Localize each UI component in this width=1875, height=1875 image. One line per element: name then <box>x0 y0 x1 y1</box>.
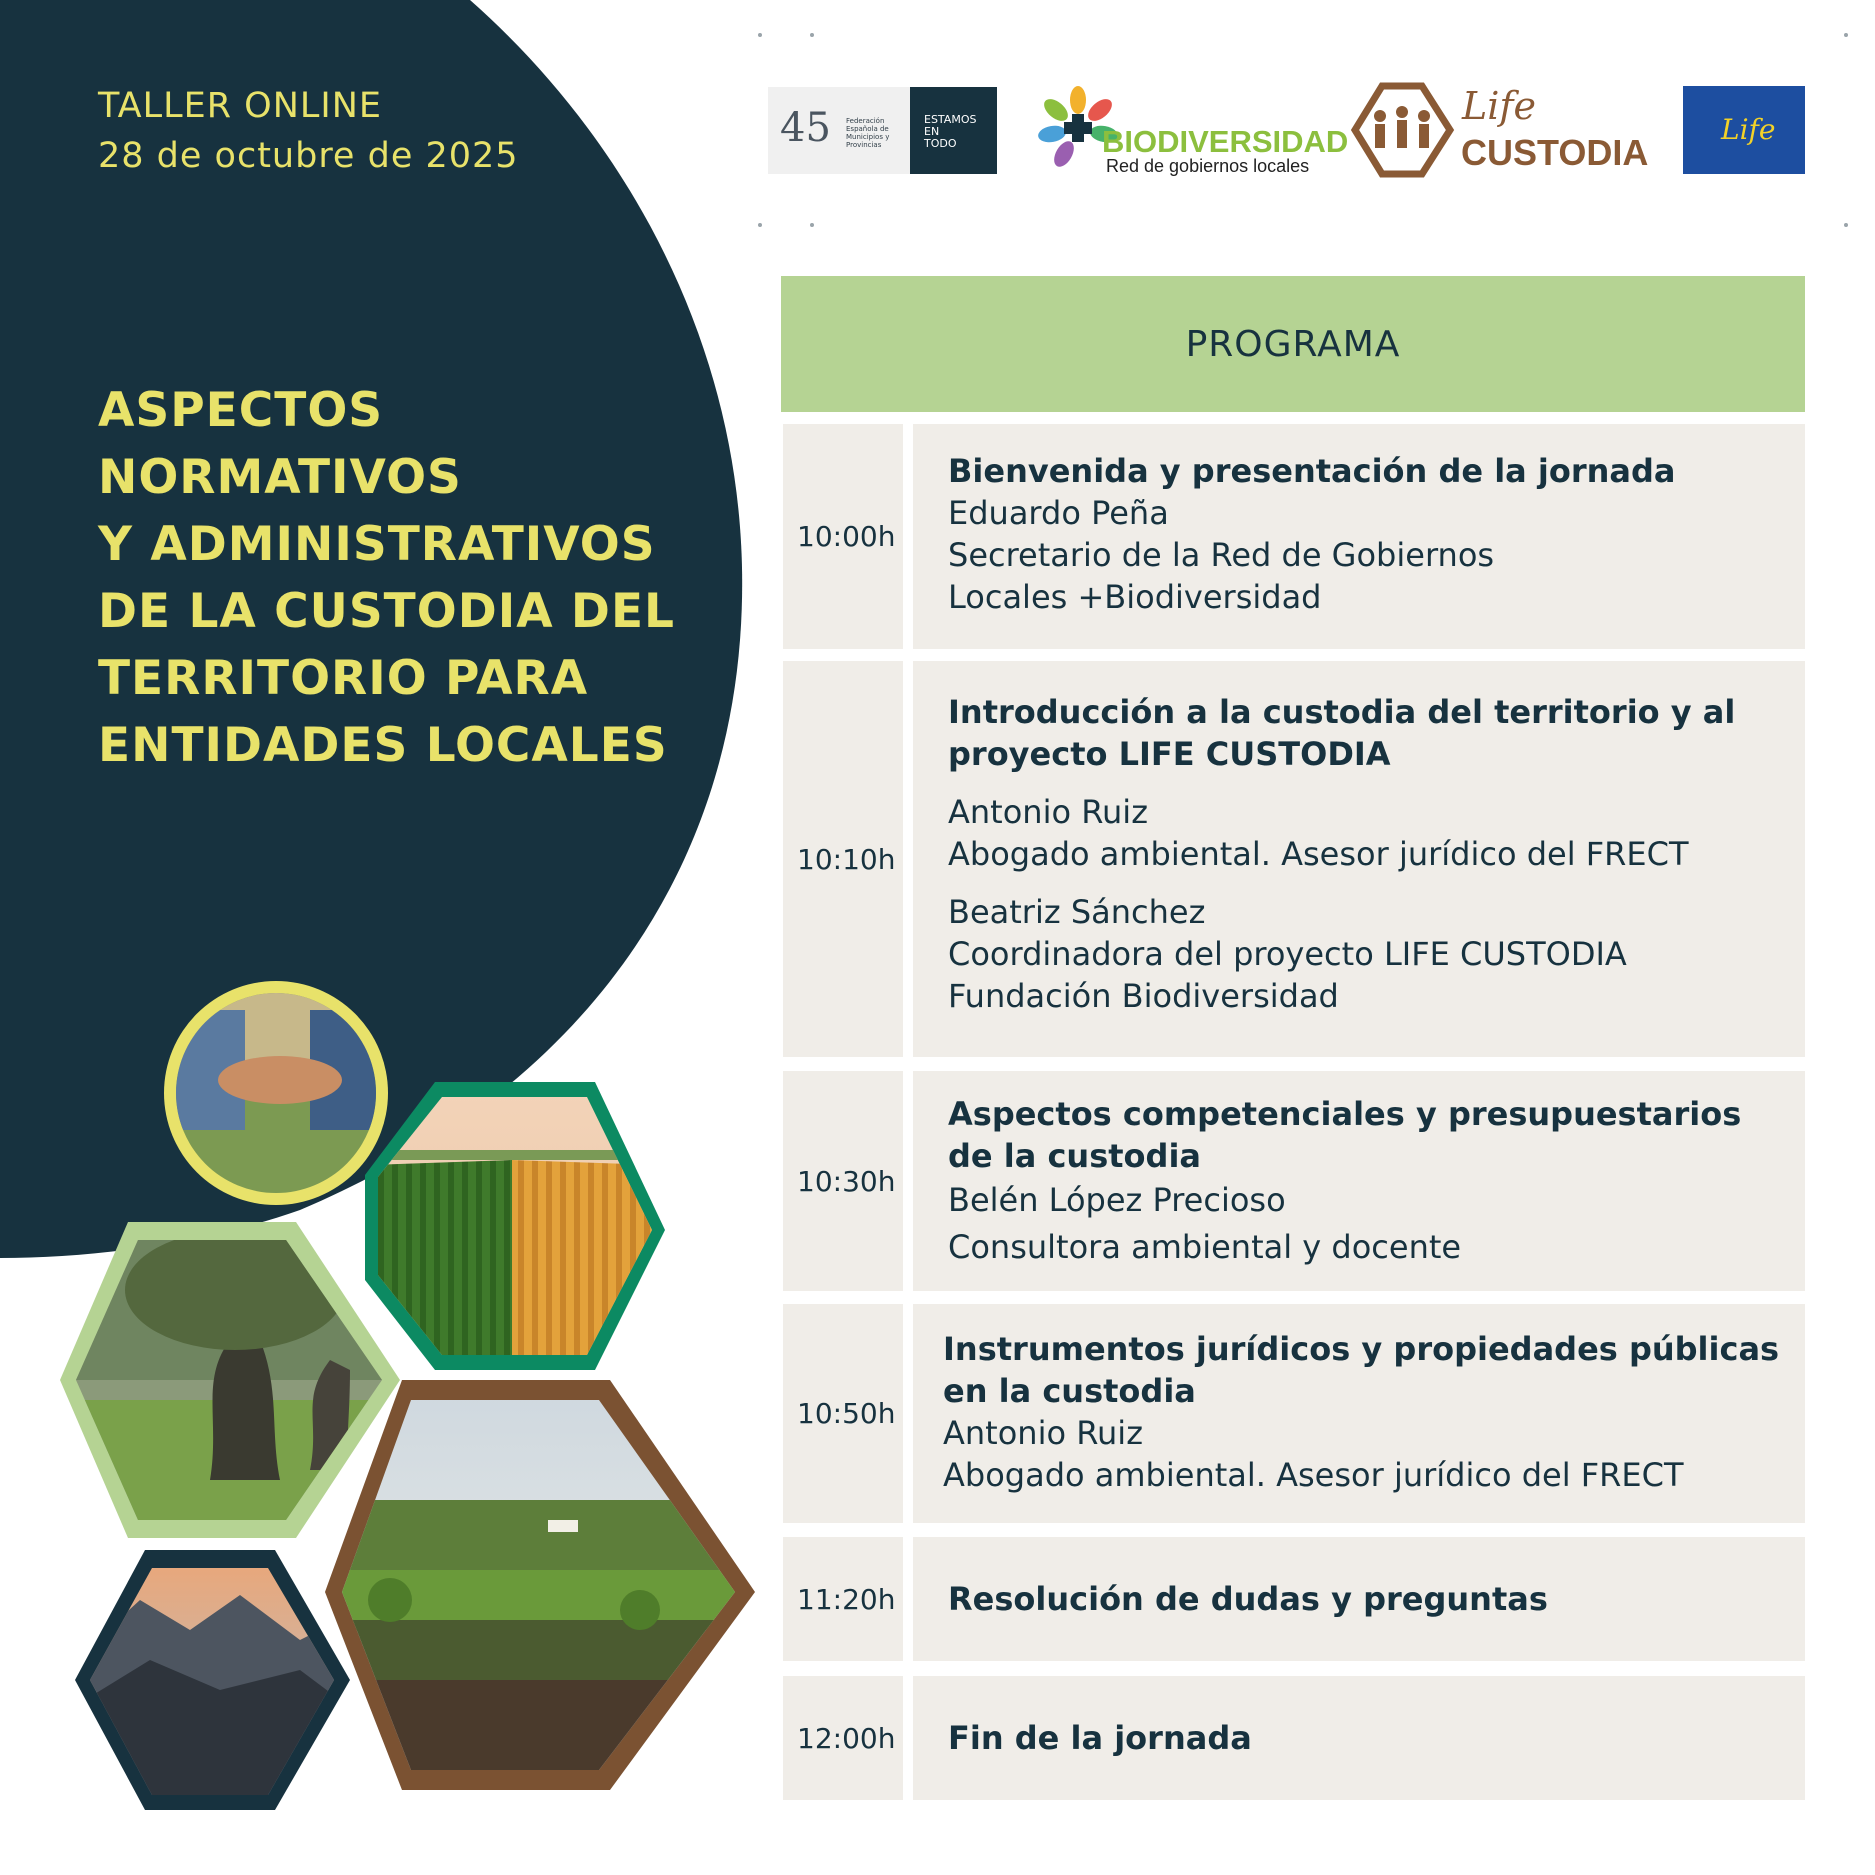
title-line: DE LA CUSTODIA DEL <box>98 584 675 639</box>
row-line: Belén López Precioso <box>948 1181 1286 1219</box>
title-line: TERRITORIO PARA <box>98 651 589 706</box>
biodiversidad-subtitle: Red de gobiernos locales <box>1106 156 1310 176</box>
row-time: 12:00h <box>783 1676 903 1800</box>
programa-header: PROGRAMA <box>781 276 1805 412</box>
row-time: 10:50h <box>783 1304 903 1523</box>
row-title: Introducción a la custodia del territorio y al <box>948 693 1736 731</box>
row-time: 10:10h <box>783 661 903 1057</box>
row-title: Resolución de dudas y preguntas <box>948 1580 1548 1618</box>
row-content <box>913 1676 1805 1800</box>
programa-row <box>781 661 1805 1057</box>
row-title: en la custodia <box>943 1372 1196 1410</box>
femp-slogan-line: ESTAMOS <box>924 113 977 126</box>
event-date: 28 de octubre de 2025 <box>98 136 519 176</box>
title-line: NORMATIVOS <box>98 450 462 505</box>
femp-name <box>846 117 906 149</box>
row-line: Antonio Ruiz <box>948 793 1148 831</box>
femp-slogan-line: TODO <box>924 137 957 150</box>
row-title: Instrumentos jurídicos y propiedades públicas <box>943 1330 1780 1368</box>
row-content <box>913 424 1805 649</box>
row-line: Eduardo Peña <box>948 494 1169 532</box>
femp-anniversary-number: 45 <box>780 105 831 151</box>
eu-life-word: Life <box>1721 113 1776 146</box>
femp-slogan-box <box>910 87 997 174</box>
programa-row <box>781 1537 1805 1661</box>
custodia-word: CUSTODIA <box>1461 132 1649 173</box>
row-title: Fin de la jornada <box>948 1719 1252 1757</box>
row-title: Aspectos competenciales y presupuestarios <box>948 1095 1742 1133</box>
row-line: Antonio Ruiz <box>943 1414 1143 1452</box>
row-line: Consultora ambiental y docente <box>948 1228 1462 1266</box>
row-line: Abogado ambiental. Asesor jurídico del FRECT <box>943 1456 1684 1494</box>
row-time: 11:20h <box>783 1537 903 1661</box>
event-type: TALLER ONLINE <box>98 86 383 126</box>
row-title: de la custodia <box>948 1137 1201 1175</box>
row-title: Bienvenida y presentación de la jornada <box>948 452 1676 490</box>
row-line: Locales +Biodiversidad <box>948 578 1322 616</box>
title-line: Y ADMINISTRATIVOS <box>98 517 656 572</box>
programa-row <box>781 1304 1805 1523</box>
programa-row <box>781 424 1805 649</box>
femp-slogan-line: EN <box>924 125 940 138</box>
row-content <box>913 1071 1805 1291</box>
event-title <box>98 377 738 779</box>
biodiversidad-name: BIODIVERSIDAD <box>1102 124 1349 159</box>
row-line: Abogado ambiental. Asesor jurídico del FRECT <box>948 835 1689 873</box>
row-title: proyecto LIFE CUSTODIA <box>948 735 1391 773</box>
row-line: Beatriz Sánchez <box>948 893 1206 931</box>
femp-name-line: Federación <box>846 117 885 125</box>
femp-name-line: Municipios y <box>846 133 890 141</box>
life-word: Life <box>1462 84 1536 128</box>
row-time: 10:30h <box>783 1071 903 1291</box>
row-line: Coordinadora del proyecto LIFE CUSTODIA <box>948 935 1627 973</box>
row-line: Fundación Biodiversidad <box>948 977 1339 1015</box>
femp-name-line: Española de <box>846 125 889 133</box>
programa-row <box>781 1071 1805 1291</box>
title-line: ENTIDADES LOCALES <box>98 718 668 773</box>
biodiversidad-logo <box>1030 80 1349 180</box>
eu-life-logo <box>1683 86 1805 174</box>
row-time: 10:00h <box>783 424 903 649</box>
row-content <box>913 1304 1805 1523</box>
title-line: ASPECTOS <box>98 383 384 438</box>
femp-name-line: Provincias <box>846 141 882 149</box>
row-content <box>913 661 1805 1057</box>
femp-logo <box>768 87 997 174</box>
row-content <box>913 1537 1805 1661</box>
life-custodia-logo <box>1356 84 1649 176</box>
programa-row <box>781 1676 1805 1800</box>
row-line: Secretario de la Red de Gobiernos <box>948 536 1495 574</box>
